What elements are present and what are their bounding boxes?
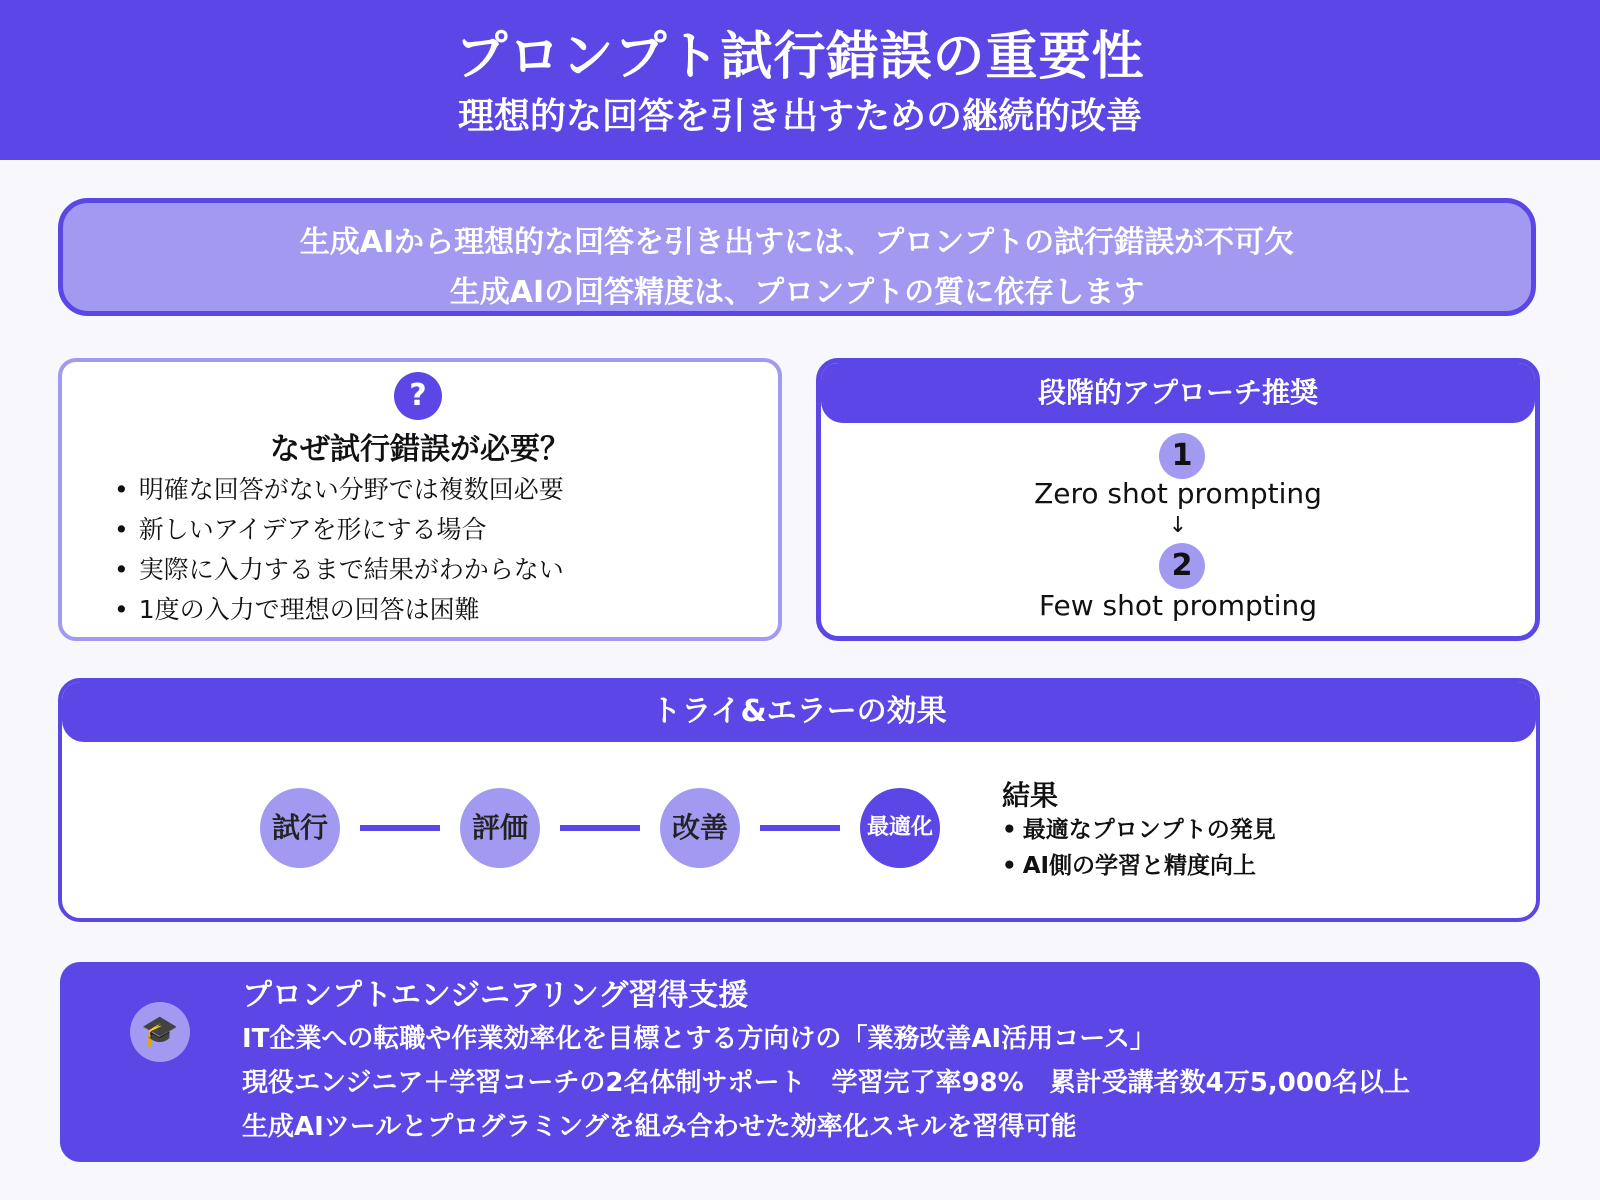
approach-card bbox=[816, 358, 1540, 641]
support-line-2: 現役エンジニア＋学習コーチの2名体制サポート 学習完了率98% 累計受講者数4万5,000名以上 bbox=[242, 1068, 1411, 1098]
summary-line-2: 生成AIの回答精度は、プロンプトの質に依存します bbox=[449, 275, 1145, 310]
why-list bbox=[114, 470, 564, 630]
step-number-1: 1 bbox=[1159, 433, 1205, 479]
step-label-1: Zero shot prompting bbox=[1034, 477, 1322, 510]
effect-card bbox=[58, 678, 1540, 922]
support-title: プロンプトエンジニアリング習得支援 bbox=[242, 978, 749, 1013]
why-item: • 1度の入力で理想の回答は困難 bbox=[114, 590, 564, 630]
summary-line-1: 生成AIから理想的な回答を引き出すには、プロンプトの試行錯誤が不可欠 bbox=[299, 225, 1295, 260]
page-title: プロンプト試行錯誤の重要性 bbox=[455, 27, 1145, 87]
result-title: 結果 bbox=[1002, 779, 1059, 812]
support-banner bbox=[60, 962, 1540, 1162]
page-subtitle: 理想的な回答を引き出すための継続的改善 bbox=[457, 96, 1142, 137]
stage-trial: 試行 bbox=[260, 788, 340, 868]
effect-title: トライ&エラーの効果 bbox=[62, 682, 1536, 742]
down-arrow-icon: ↓ bbox=[1168, 513, 1188, 538]
question-icon: ? bbox=[394, 372, 442, 420]
why-card bbox=[58, 358, 782, 641]
result-list bbox=[1002, 812, 1276, 884]
stage-connector bbox=[360, 825, 440, 831]
step-number-2: 2 bbox=[1159, 543, 1205, 589]
graduation-cap-icon: 🎓 bbox=[130, 1002, 190, 1062]
stage-connector bbox=[760, 825, 840, 831]
step-label-2: Few shot prompting bbox=[1038, 589, 1318, 622]
result-item: • AI側の学習と精度向上 bbox=[1002, 848, 1276, 884]
result-item: • 最適なプロンプトの発見 bbox=[1002, 812, 1276, 848]
why-title: なぜ試行錯誤が必要？ bbox=[270, 432, 570, 467]
why-item: • 実際に入力するまで結果がわからない bbox=[114, 550, 564, 590]
summary-box bbox=[58, 198, 1536, 316]
stage-evaluate: 評価 bbox=[460, 788, 540, 868]
why-item: • 明確な回答がない分野では複数回必要 bbox=[114, 470, 564, 510]
support-line-1: IT企業への転職や作業効率化を目標とする方向けの「業務改善AI活用コース」 bbox=[242, 1024, 1156, 1054]
stage-connector bbox=[560, 825, 640, 831]
stage-improve: 改善 bbox=[660, 788, 740, 868]
stage-optimize: 最適化 bbox=[860, 788, 940, 868]
header-banner bbox=[0, 0, 1600, 160]
support-line-3: 生成AIツールとプログラミングを組み合わせた効率化スキルを習得可能 bbox=[242, 1112, 1077, 1142]
why-item: • 新しいアイデアを形にする場合 bbox=[114, 510, 564, 550]
approach-title: 段階的アプローチ推奨 bbox=[821, 363, 1535, 423]
